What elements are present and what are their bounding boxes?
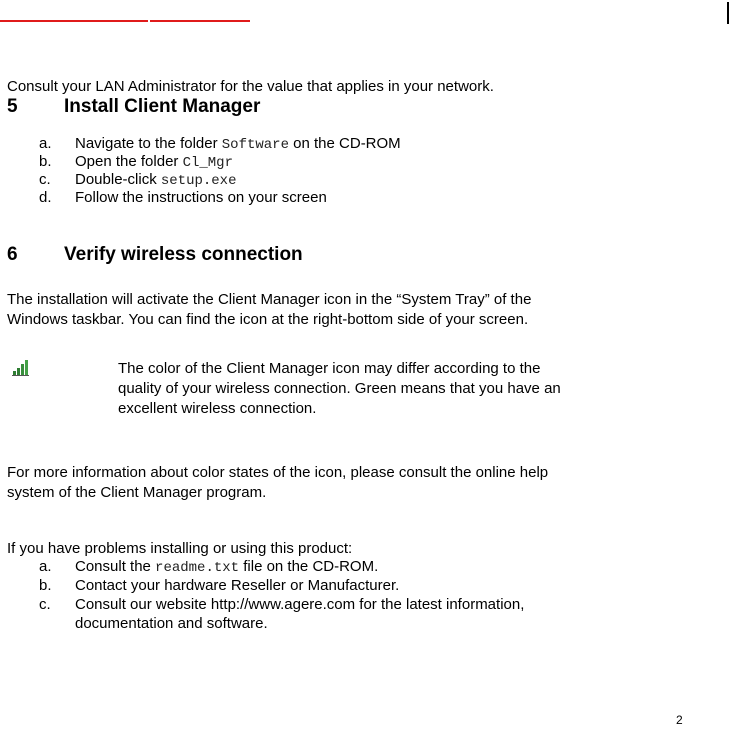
help-code: readme.txt	[155, 560, 240, 576]
intro-text: Consult your LAN Administrator for the value that applies in your network.	[7, 78, 494, 95]
section-6-para1-line2: Windows taskbar. You can find the icon at the right-bottom side of your screen.	[7, 311, 529, 328]
help-text: Consult our website http://www.agere.com for the latest information,	[75, 596, 525, 613]
step-b	[39, 153, 659, 172]
section-6-title: Verify wireless connection	[64, 244, 303, 265]
header-rule-right	[150, 20, 250, 22]
step-code: Cl_Mgr	[182, 155, 233, 171]
section-6-para1-line1: The installation will activate the Client Manager icon in the “System Tray” of the	[7, 291, 532, 308]
signal-strength-icon	[12, 358, 30, 376]
step-text: Double-click	[75, 171, 161, 188]
section-6-para2-line2: system of the Client Manager program.	[7, 484, 267, 501]
step-label: c.	[39, 171, 51, 188]
step-code: Software	[221, 137, 289, 153]
step-label: d.	[39, 189, 52, 206]
note-line1: The color of the Client Manager icon may differ according to the	[118, 360, 541, 377]
page-number: 2	[676, 713, 683, 727]
help-item-b	[39, 577, 659, 595]
step-label: b.	[39, 153, 52, 170]
section-6-number: 6	[7, 244, 18, 265]
help-item-a	[39, 558, 659, 577]
help-text: Consult the	[75, 558, 156, 575]
help-item-c	[39, 596, 659, 614]
step-text-tail: on the CD-ROM	[288, 135, 401, 152]
help-text-tail: file on the CD-ROM.	[239, 558, 379, 575]
step-text: Navigate to the folder	[75, 135, 222, 152]
step-text: Open the folder	[75, 153, 183, 170]
help-label: a.	[39, 558, 52, 575]
help-label: c.	[39, 596, 51, 613]
note-line2: quality of your wireless connection. Green means that you have an	[118, 380, 561, 397]
step-text: Follow the instructions on your screen	[75, 189, 327, 206]
section-6-para2-line1: For more information about color states of the icon, please consult the online help	[7, 464, 549, 481]
help-item-c-line2: documentation and software.	[75, 615, 268, 632]
help-intro: If you have problems installing or using this product:	[7, 540, 353, 557]
section-5-number: 5	[7, 96, 18, 117]
step-code: setup.exe	[160, 173, 237, 189]
header-marker	[727, 2, 729, 24]
section-5-title: Install Client Manager	[64, 96, 261, 117]
help-text: Contact your hardware Reseller or Manufacturer.	[75, 577, 400, 594]
step-d	[39, 189, 659, 208]
note-line3: excellent wireless connection.	[118, 400, 317, 417]
header-rule-left	[0, 20, 148, 22]
step-c	[39, 171, 659, 190]
step-label: a.	[39, 135, 52, 152]
step-a	[39, 135, 659, 154]
help-label: b.	[39, 577, 52, 594]
